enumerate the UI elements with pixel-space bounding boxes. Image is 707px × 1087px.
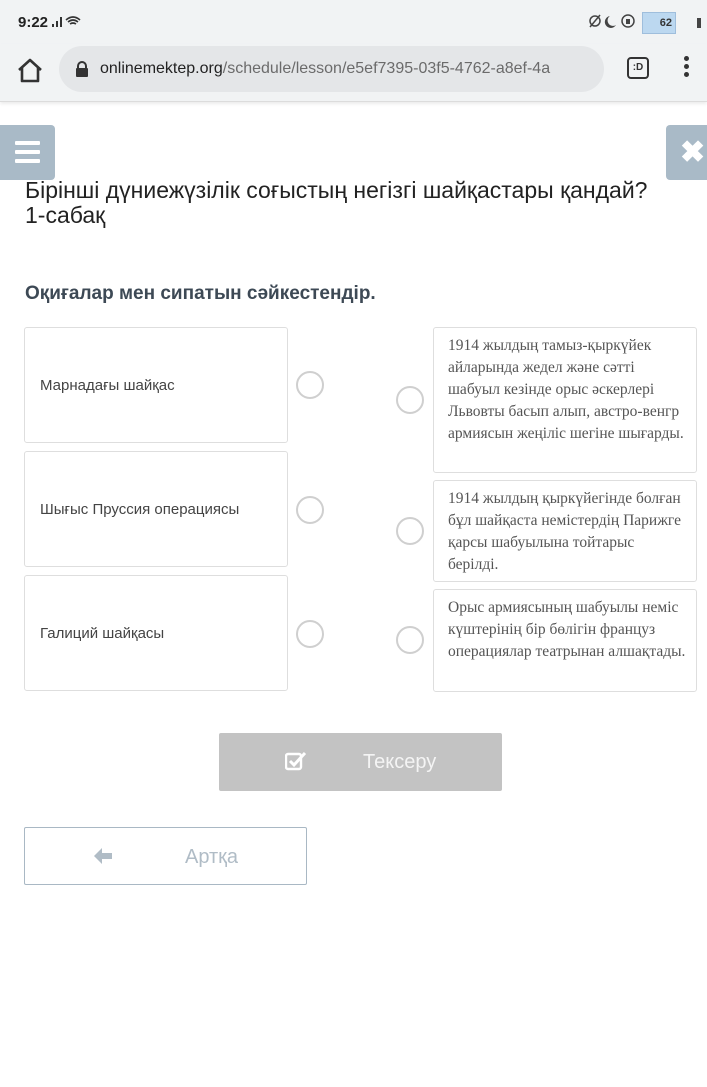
back-button-label: Артқа [185, 846, 239, 868]
check-button-label: Тексеру [363, 751, 437, 773]
url-path: /schedule/lesson/e5ef7395-03f5-4762-a8ef-4a [222, 60, 551, 77]
battery-indicator: 62 [642, 12, 676, 34]
right-item-label: Орыс армиясының шабуылы неміс күштерінің бір бөлігін француз операциялар театрынан алшақтады. [448, 599, 686, 660]
close-icon[interactable]: ✖ [666, 125, 707, 180]
tab-switcher-button[interactable]: :D [627, 57, 649, 79]
notification-icons [588, 13, 638, 32]
more-menu-icon[interactable] [680, 56, 692, 82]
left-match-radio-2[interactable] [296, 496, 324, 524]
right-item-label: 1914 жылдың тамыз-қыркүйек айларында жедел және сәтті шабуыл кезінде орыс әскерлері Львовты басып алып, австро-венгр армиясын жеңіліс шегіне шығарды. [448, 337, 684, 442]
check-button[interactable] [219, 733, 502, 791]
browser-toolbar [0, 44, 707, 102]
right-match-radio-3[interactable] [396, 626, 424, 654]
home-icon[interactable] [16, 58, 44, 84]
left-item-label: Шығыс Пруссия операциясы [40, 500, 240, 518]
left-item-3[interactable] [24, 575, 288, 691]
url-domain: onlinemektep.org [100, 60, 223, 77]
right-item-1[interactable] [433, 327, 697, 473]
left-match-radio-3[interactable] [296, 620, 324, 648]
signal-icon [52, 14, 82, 31]
status-bar [0, 0, 707, 44]
page-title: Бірінші дүниежүзілік соғыстың негізгі шайқастары қандай? 1-сабақ [25, 177, 648, 228]
left-item-2[interactable] [24, 451, 288, 567]
address-bar[interactable] [59, 46, 604, 92]
left-match-radio-1[interactable] [296, 371, 324, 399]
right-item-label: 1914 жылдың қыркүйегінде болған бұл шайқаста немістердің Парижге қарсы шабуылына тойтарыс берілді. [448, 490, 681, 573]
status-time: 9:22 [18, 14, 49, 31]
right-match-radio-1[interactable] [396, 386, 424, 414]
right-match-radio-2[interactable] [396, 517, 424, 545]
left-item-1[interactable] [24, 327, 288, 443]
hamburger-menu-icon[interactable] [0, 125, 55, 180]
right-item-2[interactable] [433, 480, 697, 582]
right-item-3[interactable] [433, 589, 697, 692]
back-button[interactable] [24, 827, 307, 885]
url-text [100, 60, 550, 78]
checkbox-check-icon [285, 750, 307, 772]
task-instruction: Оқиғалар мен сипатын сәйкестендір. [25, 283, 376, 304]
battery-tip [697, 18, 701, 28]
left-item-label: Марнадағы шайқас [40, 376, 175, 394]
left-item-label: Галиций шайқасы [40, 624, 165, 642]
arrow-left-icon [92, 846, 114, 866]
lock-icon [75, 61, 89, 77]
